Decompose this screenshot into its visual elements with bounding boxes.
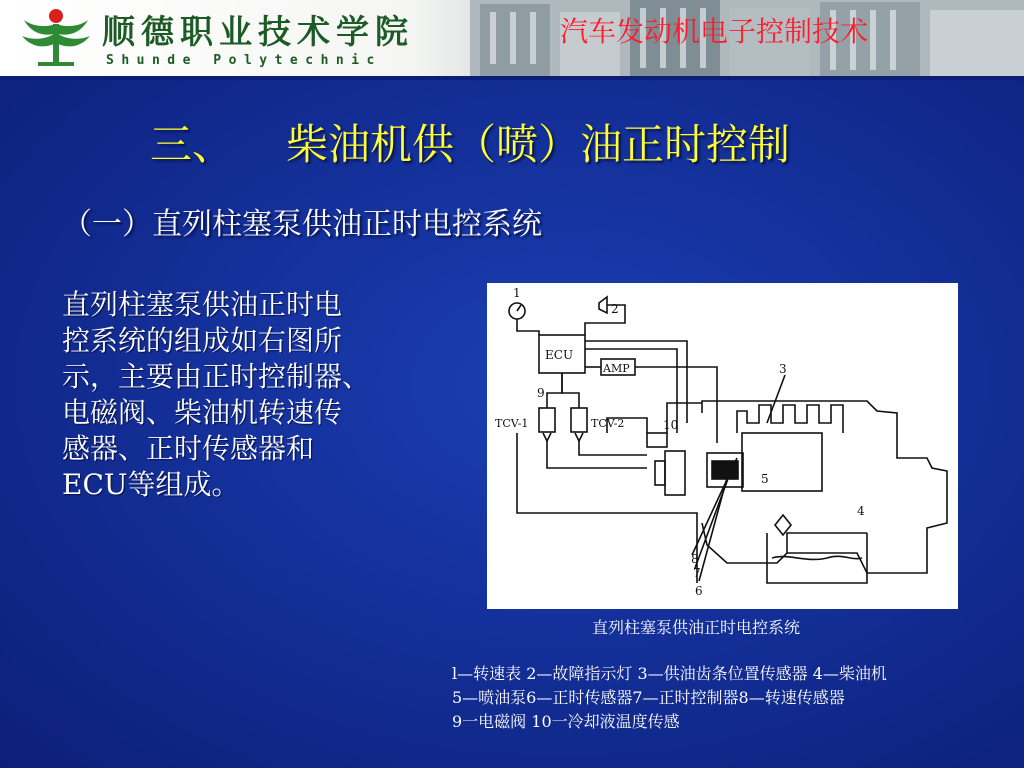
diagram-label-amp: AMP [603,362,630,375]
body-line: 电磁阀、柴油机转速传 [62,396,343,429]
school-name: 顺德职业技术学院 [102,12,414,51]
course-title: 汽车发动机电子控制技术 [560,15,869,48]
diagram-label-5: 5 [761,472,769,486]
diagram-label-7: 7 [693,566,701,580]
slide-title [150,118,790,172]
diagram-label-10: 10 [663,418,679,432]
body-line: 控系统的组成如右图所 [62,324,343,357]
slide-title-text: 柴油机供（喷）油正时控制 [286,120,791,169]
diagram-label-8: 8 [691,552,699,566]
header-divider [0,76,1024,80]
body-line: 感器、正时传感器和 [62,432,315,465]
diagram-label-4: 4 [857,504,865,518]
body-line: 示，主要由正时控制器、 [62,360,371,393]
diagram-label-tcv2: TCV-2 [591,417,625,430]
system-diagram [487,283,958,609]
school-name-english: Shunde Polytechnic [106,53,382,68]
diagram-label-6: 6 [695,584,703,598]
diagram-label-ecu: ECU [545,348,574,362]
slide-subtitle: （一）直列柱塞泵供油正时电控系统 [62,207,542,242]
diagram-label-9: 9 [537,386,545,400]
body-line: 直列柱塞泵供油正时电 [62,288,343,321]
school-logo-icon [14,6,98,70]
body-line: ECU等组成。 [62,468,240,501]
figure-legend [452,662,887,734]
system-diagram-drawing [487,283,958,609]
diagram-label-tcv1: TCV-1 [495,417,529,430]
body-paragraph [62,287,447,503]
legend-line: 9一电磁阀 10一冷却液温度传感 [452,712,680,731]
diagram-label-2: 2 [611,302,619,316]
diagram-label-3: 3 [779,362,787,376]
legend-line: 5—喷油泵6—正时传感器7—正时控制器8—转速传感器 [452,688,845,707]
figure-caption: 直列柱塞泵供油正时电控系统 [592,618,801,637]
legend-line: l—转速表 2—故障指示灯 3—供油齿条位置传感器 4—柴油机 [452,664,887,683]
slide-title-number: 三、 [150,120,235,169]
diagram-label-1: 1 [513,286,521,300]
header-banner [0,0,1024,80]
